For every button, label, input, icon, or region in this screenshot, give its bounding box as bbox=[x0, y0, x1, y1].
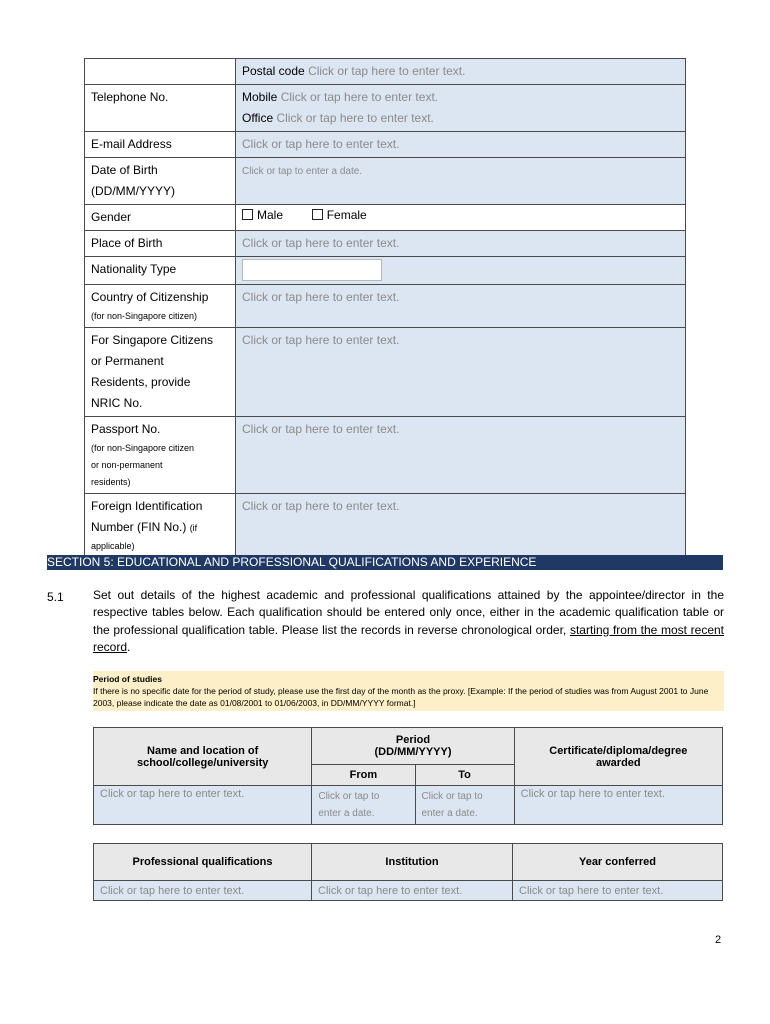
to-date-input[interactable] bbox=[415, 786, 514, 825]
gender-label bbox=[85, 205, 236, 231]
to-date-placeholder-line-1[interactable]: Click or tap to bbox=[421, 791, 483, 802]
nric-field[interactable] bbox=[236, 328, 686, 417]
nationality-label-text: Nationality Type bbox=[91, 262, 177, 276]
col-header-period-line-1: Period bbox=[395, 734, 431, 746]
citizenship-label bbox=[85, 285, 236, 328]
clause-text: Set out details of the highest academic and professional qualifications attained by the appointee/director in the respective tables below. Each qualification should be entered only once, either in the academic qualification table or the professional qualification table. Please list the records in reverse chronological order, bbox=[93, 588, 724, 637]
passport-note-line-3: residents) bbox=[91, 477, 131, 487]
email-label-text: E-mail Address bbox=[91, 137, 172, 151]
col-header-from: From bbox=[312, 765, 415, 786]
nric-label-line-4: NRIC No. bbox=[91, 396, 143, 410]
fin-field[interactable] bbox=[236, 494, 686, 558]
pob-label bbox=[85, 231, 236, 257]
gender-label-text: Gender bbox=[91, 210, 132, 224]
certificate-input[interactable] bbox=[514, 786, 722, 825]
col-header-period-line-2: (DD/MM/YYYY) bbox=[374, 746, 452, 758]
office-label: Office bbox=[242, 111, 274, 125]
page-number: 2 bbox=[715, 934, 722, 946]
note-title: Period of studies bbox=[93, 674, 162, 684]
col-header-cert-line-2: awarded bbox=[596, 756, 641, 769]
pob-field[interactable] bbox=[236, 231, 686, 257]
citizenship-label-text: Country of Citizenship bbox=[91, 290, 209, 304]
empty-label-cell bbox=[85, 59, 236, 85]
col-header-to: To bbox=[415, 765, 514, 786]
qualification-input[interactable] bbox=[94, 881, 312, 901]
professional-qualifications-table bbox=[93, 843, 723, 901]
fin-placeholder[interactable]: Click or tap here to enter text. bbox=[242, 499, 400, 513]
clause-paragraph bbox=[93, 587, 724, 656]
from-date-placeholder-line-2[interactable]: enter a date. bbox=[318, 808, 375, 819]
male-checkbox[interactable] bbox=[242, 209, 253, 220]
passport-placeholder[interactable]: Click or tap here to enter text. bbox=[242, 422, 400, 436]
clause-underlined-text: starting from the most recent record bbox=[93, 622, 724, 654]
note-body: If there is no specific date for the period of study, please use the first day of the month as the proxy. [Example: If the period of studies was from August 2001 to June 2003, please indicate the date as 01/08/2001 to 01/06/2003, in DD/MM/YYYY format.] bbox=[93, 686, 709, 708]
telephone-label-text: Telephone No. bbox=[91, 90, 169, 104]
email-label bbox=[85, 132, 236, 158]
fin-note-line-1: (if bbox=[189, 523, 198, 533]
col-header-name-line-2: school/college/university bbox=[136, 756, 269, 769]
male-option-label[interactable]: Male bbox=[257, 208, 284, 222]
clause-number: 5.1 bbox=[47, 590, 64, 604]
academic-qualifications-table bbox=[93, 727, 723, 825]
telephone-fields bbox=[236, 85, 686, 132]
year-input[interactable] bbox=[513, 881, 723, 901]
col-header-cert-line-1: Certificate/diploma/degree bbox=[549, 744, 688, 757]
mobile-field[interactable] bbox=[242, 87, 679, 108]
fin-note-line-2: applicable) bbox=[91, 541, 135, 551]
email-field[interactable] bbox=[236, 132, 686, 158]
fin-label bbox=[85, 494, 236, 558]
mobile-label: Mobile bbox=[242, 90, 278, 104]
female-option-label[interactable]: Female bbox=[326, 208, 367, 222]
col-header-period bbox=[312, 728, 514, 765]
postal-code-label: Postal code bbox=[242, 64, 305, 78]
col-header-institution: Institution bbox=[312, 844, 513, 881]
col-header-qualification: Professional qualifications bbox=[94, 844, 312, 881]
col-header-name bbox=[94, 728, 312, 786]
passport-label bbox=[85, 417, 236, 494]
pob-placeholder[interactable]: Click or tap here to enter text. bbox=[242, 236, 400, 250]
personal-details-table bbox=[84, 58, 686, 558]
office-placeholder[interactable]: Click or tap here to enter text. bbox=[276, 111, 434, 125]
citizenship-placeholder[interactable]: Click or tap here to enter text. bbox=[242, 290, 400, 304]
institution-input[interactable] bbox=[312, 881, 513, 901]
certificate-placeholder[interactable]: Click or tap here to enter text. bbox=[520, 788, 665, 800]
nric-label-line-3: Residents, provide bbox=[91, 375, 191, 389]
email-placeholder[interactable]: Click or tap here to enter text. bbox=[242, 137, 400, 151]
school-placeholder[interactable]: Click or tap here to enter text. bbox=[100, 788, 245, 800]
from-date-input[interactable] bbox=[312, 786, 415, 825]
fin-label-line-1: Foreign Identification bbox=[91, 499, 203, 513]
pob-label-text: Place of Birth bbox=[91, 236, 163, 250]
citizenship-field[interactable] bbox=[236, 285, 686, 328]
office-field[interactable] bbox=[242, 108, 679, 129]
telephone-label bbox=[85, 85, 236, 132]
clause-end: . bbox=[127, 639, 131, 654]
section-5-header: SECTION 5: EDUCATIONAL AND PROFESSIONAL QUALIFICATIONS AND EXPERIENCE bbox=[47, 555, 723, 570]
nric-label-line-2: or Permanent bbox=[91, 354, 164, 368]
mobile-placeholder[interactable]: Click or tap here to enter text. bbox=[280, 90, 439, 104]
passport-note-line-1: (for non-Singapore citizen bbox=[91, 443, 195, 453]
citizenship-note: (for non-Singapore citizen) bbox=[91, 311, 198, 321]
qualification-placeholder[interactable]: Click or tap here to enter text. bbox=[100, 884, 245, 897]
gender-options bbox=[236, 205, 686, 231]
postal-code-field[interactable] bbox=[236, 59, 686, 85]
col-header-year: Year conferred bbox=[513, 844, 723, 881]
passport-note-line-2: or non-permanent bbox=[91, 460, 163, 470]
nric-label-line-1: For Singapore Citizens bbox=[91, 333, 214, 347]
dob-label-line-1: Date of Birth bbox=[91, 163, 158, 177]
dob-field[interactable] bbox=[236, 158, 686, 205]
fin-label-line-2: Number (FIN No.) bbox=[91, 520, 187, 534]
postal-code-placeholder[interactable]: Click or tap here to enter text. bbox=[308, 64, 466, 78]
dob-label bbox=[85, 158, 236, 205]
period-of-studies-note bbox=[93, 671, 724, 711]
passport-label-text: Passport No. bbox=[91, 422, 161, 436]
col-header-cert bbox=[514, 728, 722, 786]
institution-placeholder[interactable]: Click or tap here to enter text. bbox=[318, 884, 463, 897]
nric-label bbox=[85, 328, 236, 417]
from-date-placeholder-line-1[interactable]: Click or tap to bbox=[318, 791, 380, 802]
nric-placeholder[interactable]: Click or tap here to enter text. bbox=[242, 333, 400, 347]
nationality-label bbox=[85, 257, 236, 285]
col-header-name-line-1: Name and location of bbox=[147, 744, 259, 757]
nationality-dropdown[interactable] bbox=[242, 259, 382, 281]
school-input[interactable] bbox=[94, 786, 312, 825]
to-date-placeholder-line-2[interactable]: enter a date. bbox=[421, 808, 478, 819]
year-placeholder[interactable]: Click or tap here to enter text. bbox=[519, 884, 664, 897]
dob-placeholder[interactable]: Click or tap to enter a date. bbox=[242, 166, 363, 177]
passport-field[interactable] bbox=[236, 417, 686, 494]
dob-label-line-2: (DD/MM/YYYY) bbox=[91, 184, 175, 198]
female-checkbox[interactable] bbox=[312, 209, 323, 220]
nationality-cell bbox=[236, 257, 686, 285]
